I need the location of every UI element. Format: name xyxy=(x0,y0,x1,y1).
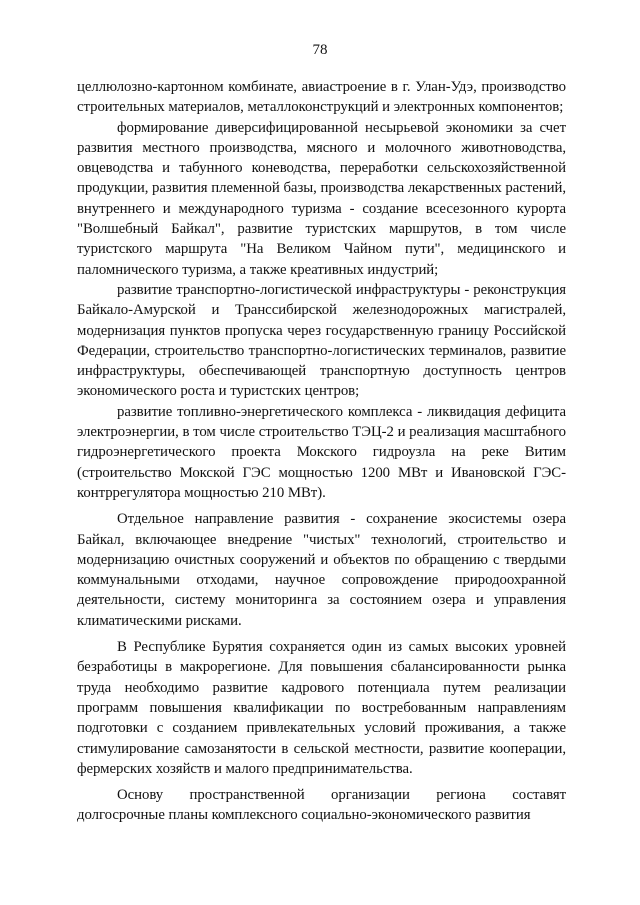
paragraph-unemployment: В Республике Бурятия сохраняется один из самых высоких уровней безработицы в макрорегионе. Для повышения сбалансированности рынка труда необходимо развитие кадрового потенциала путем реализации программ повышения квалификации по востребованным направлениям подготовки с созданием привлекательных условий проживания, а также стимулирование самозанятости в сельской местности, развитие кооперации, фермерских хозяйств и малого предпринимательства. xyxy=(77,639,566,777)
paragraph-energy-complex: развитие топливно-энергетического комплекса - ликвидация дефицита электроэнергии, в том числе строительство ТЭЦ-2 и реализация масштабного гидроэнергетического проекта Мокского гидроузла на реке Витим (строительство Мокской ГЭС мощностью 1200 МВт и Ивановской ГЭС-контррегулятора мощностью 210 МВт). xyxy=(77,403,566,501)
page-number: 78 xyxy=(312,42,328,58)
paragraph-transport-infrastructure: развитие транспортно-логистической инфраструктуры - реконструкция Байкало-Амурской и Транссибирской железнодорожных магистралей, модернизация пунктов пропуска через государственную границу Российской Федерации, строительство транспортно-логистических терминалов, развитие инфраструктуры, обеспечивающей транспортную доступность центров экономического роста и туристских центров; xyxy=(77,281,566,400)
paragraph-diversified-economy: формирование диверсифицированной несырьевой экономики за счет развития местного производства, мясного и молочного животноводства, овцеводства и табунного коневодства, переработки сельскохозяйственной продукции, развития племенной базы, производства лекарственных растений, внутреннего и международного туризма - создание всесезонного курорта "Волшебный Байкал", развитие туристских маршрутов, в том числе туристского маршрута "На Великом Чайном пути", медицинского и паломнического туризма, а также креативных индустрий; xyxy=(77,119,566,278)
paragraph-spatial-organization: Основу пространственной организации региона составят долгосрочные планы комплексного социально-экономического развития xyxy=(77,787,566,824)
paragraph-industry-continuation: целлюлозно-картонном комбинате, авиастроение в г. Улан-Удэ, производство строительных материалов, металлоконструкций и электронных компонентов; xyxy=(77,79,566,116)
paragraph-baikal-ecosystem: Отдельное направление развития - сохранение экосистемы озера Байкал, включающее внедрение "чистых" технологий, строительство и модернизацию очистных сооружений и объектов по обращению с твердыми коммунальными отходами, научное сопровождение природоохранной деятельности, систему мониторинга за состоянием озера и управления климатическими рисками. xyxy=(77,511,566,629)
body-text xyxy=(77,77,566,826)
